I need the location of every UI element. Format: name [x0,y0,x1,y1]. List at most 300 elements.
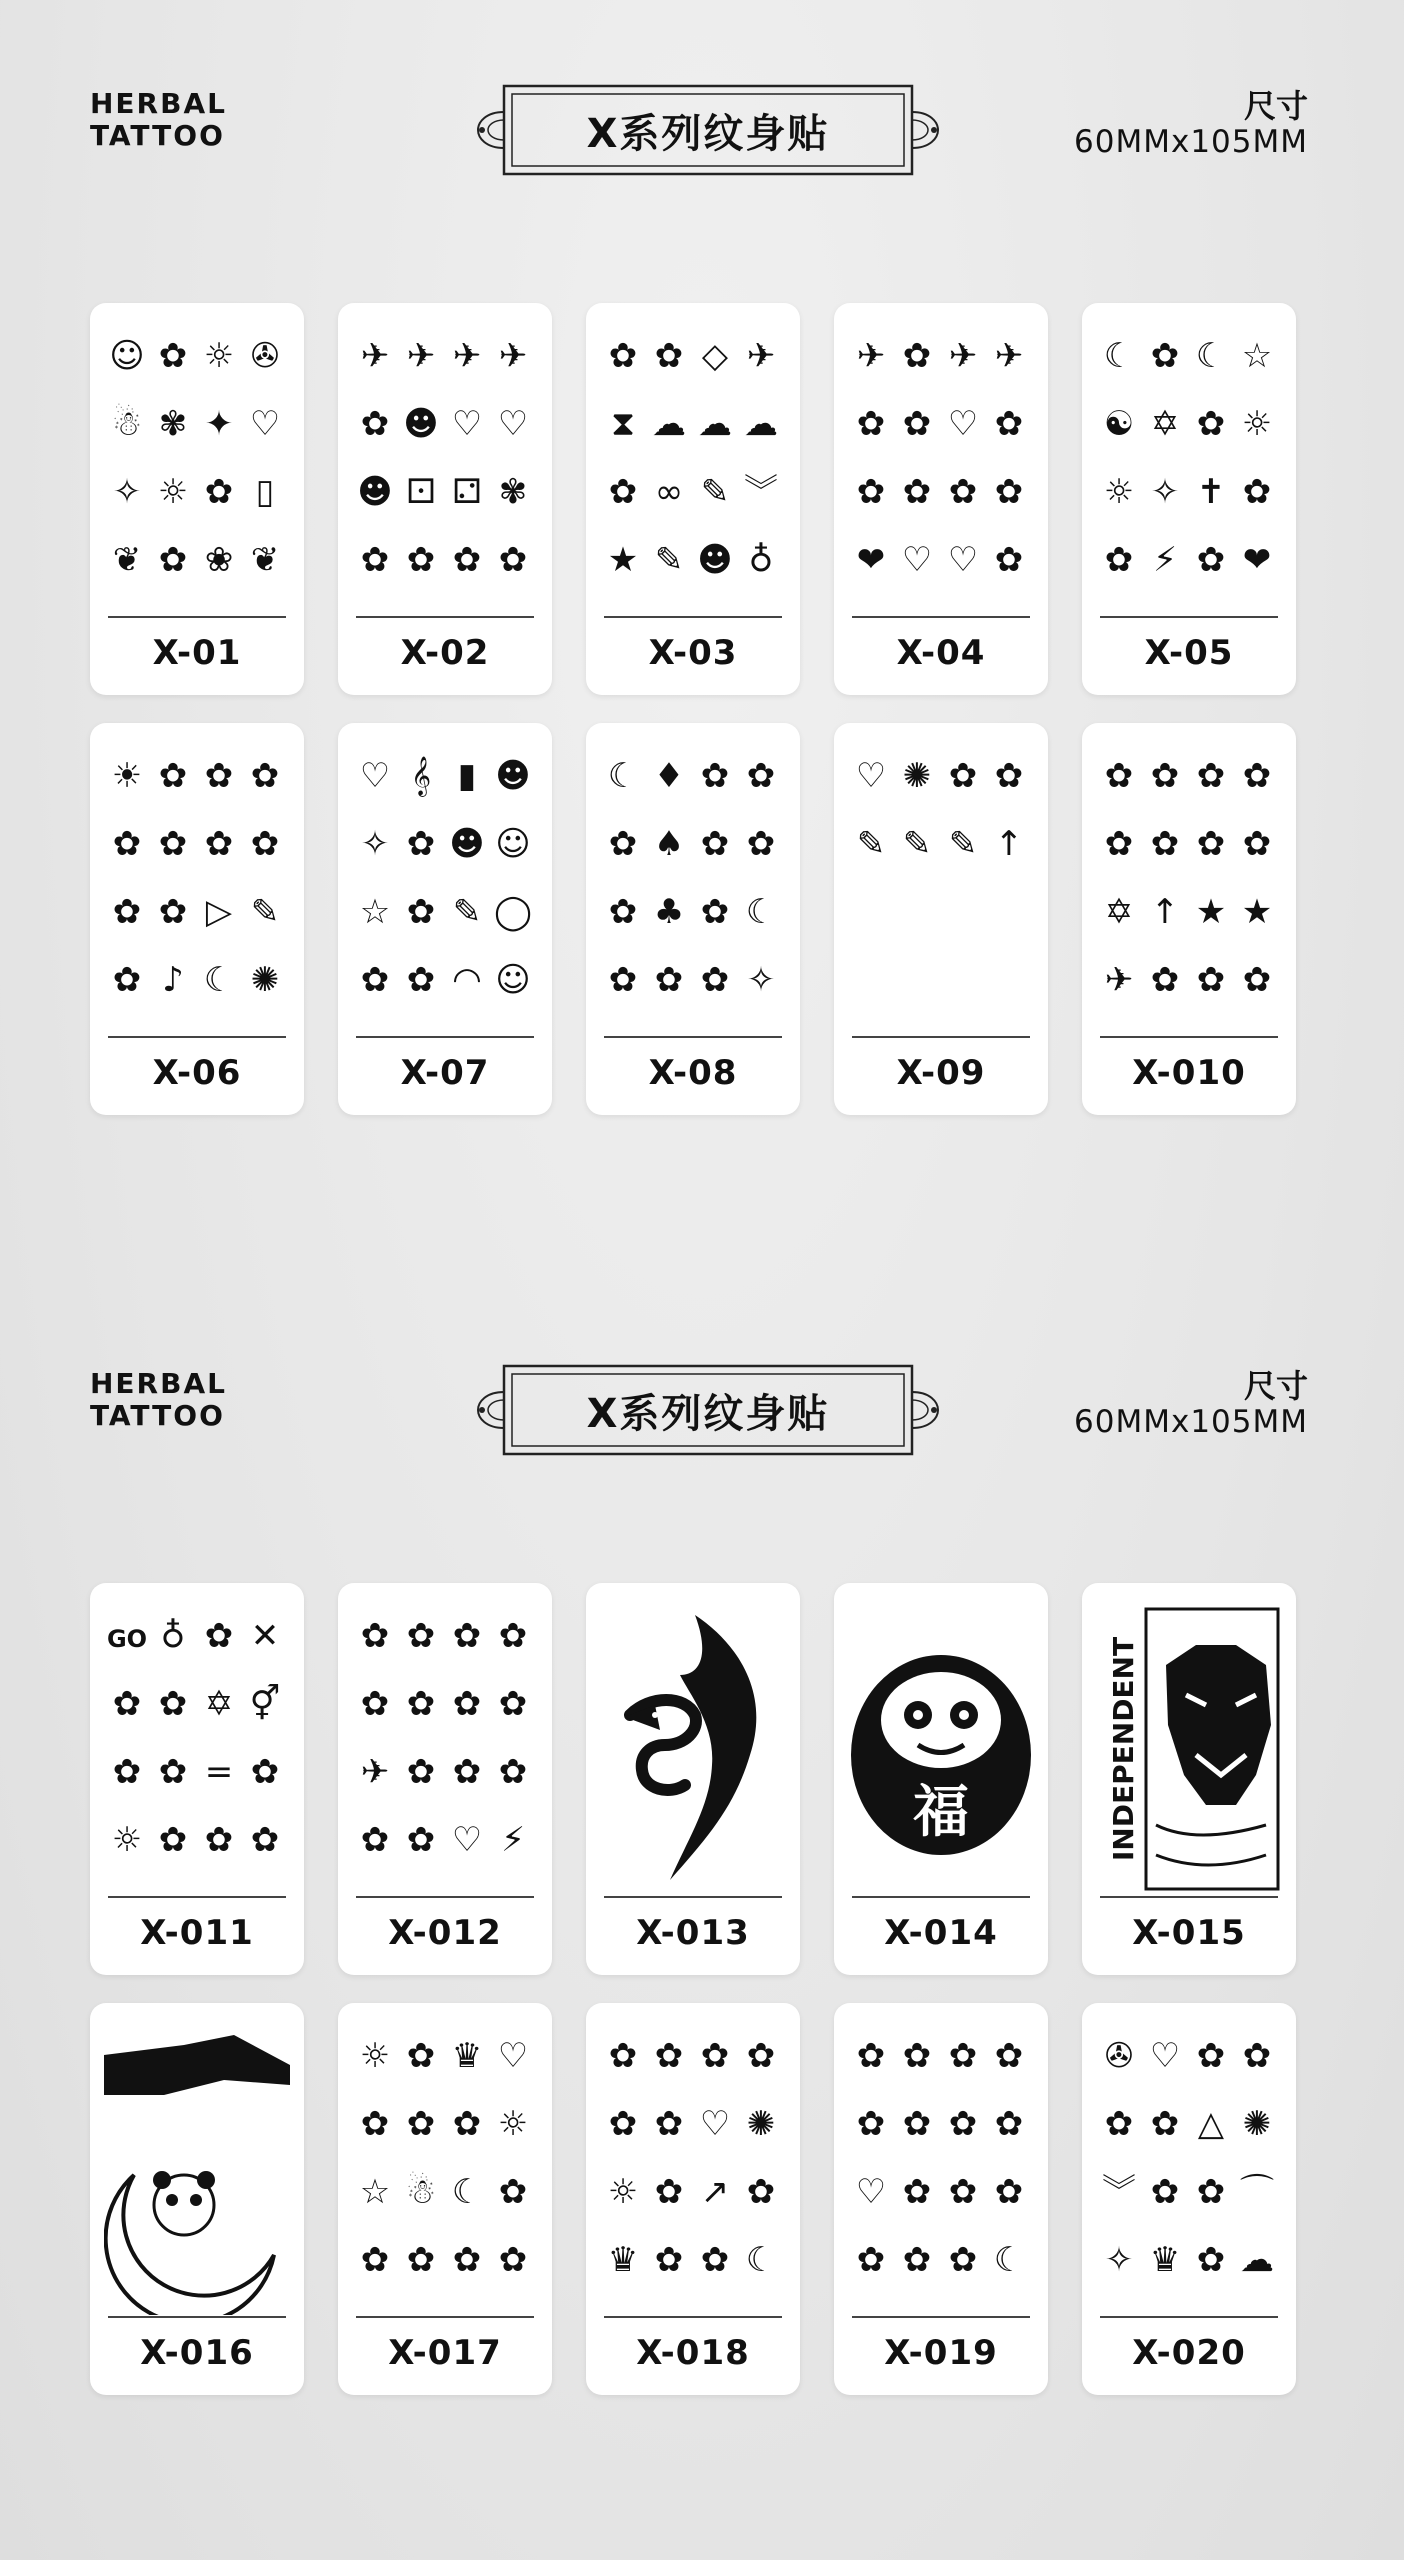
tattoo-motif-icon: ✿ [406,2036,436,2076]
title-banner [468,80,948,180]
tattoo-art [848,325,1034,615]
tattoo-motif-icon: ✿ [700,2240,730,2280]
tattoo-motif-icon: ✿ [654,336,684,376]
card-divider [108,2316,286,2318]
tattoo-motif-icon: ✿ [856,2240,886,2280]
tattoo-motif-icon: ✿ [360,540,390,580]
tattoo-card-x-03[interactable] [586,303,800,695]
tattoo-motif-icon: ✈ [948,336,978,376]
tattoo-motif-icon: ✈ [360,336,390,376]
tattoo-motif-icon: ✿ [452,1616,482,1656]
tattoo-motif-icon: ✧ [1104,2240,1134,2280]
tattoo-motif-icon: ❤ [856,540,886,580]
tattoo-motif-icon: ✿ [994,2172,1024,2212]
tattoo-motif-icon: ♁ [748,540,774,580]
card-divider [108,1896,286,1898]
tattoo-motif-icon: ♡ [947,404,979,444]
tattoo-motif-icon: ✎ [700,472,730,512]
tattoo-motif-icon: ❦ [112,540,142,580]
card-code: X-06 [152,1053,242,1093]
tattoo-motif-icon: ✿ [654,2104,684,2144]
tattoo-motif-icon: ♛ [1149,2240,1181,2280]
tattoo-motif-icon: ☼ [111,1820,143,1860]
tattoo-card-x-019[interactable] [834,2003,1048,2395]
card-code: X-013 [636,1913,750,1953]
tattoo-art [1096,1605,1282,1895]
card-divider [1100,1896,1278,1898]
tattoo-motif-icon: ✿ [250,1820,280,1860]
tattoo-motif-icon: ✿ [406,1752,436,1792]
tattoo-motif-icon: ✿ [654,2172,684,2212]
card-code: X-01 [152,633,242,673]
tattoo-motif-icon: ✈ [856,336,886,376]
tattoo-art [600,325,786,615]
tattoo-motif-icon: ☾ [745,892,777,932]
tattoo-motif-icon: ✿ [158,1820,188,1860]
tattoo-motif-icon: ☾ [203,960,235,1000]
tattoo-motif-icon: ✿ [250,824,280,864]
tattoo-motif-icon: ✿ [746,2172,776,2212]
tattoo-motif-icon: ✿ [608,2104,638,2144]
tattoo-motif-icon: ☁ [744,404,778,444]
tattoo-motif-icon: ✎ [902,824,932,864]
tattoo-motif-icon: ☻ [357,472,393,512]
snake-flame-icon [600,1605,786,1895]
tattoo-motif-icon: ✿ [1196,756,1226,796]
card-code: X-02 [400,633,490,673]
tattoo-card-x-011[interactable] [90,1583,304,1975]
card-divider [1100,1036,1278,1038]
card-divider [852,2316,1030,2318]
tattoo-motif-icon: ♡ [359,756,391,796]
tattoo-motif-icon: ✕ [250,1616,280,1656]
tattoo-art [352,2025,538,2315]
tattoo-motif-icon: ✿ [204,1616,234,1656]
tattoo-motif-icon: ✿ [902,472,932,512]
tattoo-motif-icon: ✿ [158,336,188,376]
tattoo-art [848,2025,1034,2315]
tattoo-motif-icon: ✿ [1150,960,1180,1000]
go-text: GO [106,1625,148,1653]
tattoo-card-x-06[interactable] [90,723,304,1115]
tattoo-motif-icon: ✿ [700,892,730,932]
tattoo-motif-icon: ↗ [700,2172,730,2212]
tattoo-motif-icon: ✿ [1242,756,1272,796]
tattoo-motif-icon: ✈ [360,1752,390,1792]
tattoo-motif-icon: ✿ [902,2036,932,2076]
card-divider [108,1036,286,1038]
tattoo-motif-icon: ✇ [250,336,280,376]
tattoo-motif-icon: ✈ [406,336,436,376]
tattoo-motif-icon: ☻ [495,756,531,796]
tattoo-motif-icon: ✿ [746,756,776,796]
tattoo-motif-icon: ☾ [451,2172,483,2212]
tattoo-motif-icon: ✿ [1196,2036,1226,2076]
tattoo-motif-icon: ▷ [205,892,233,932]
tattoo-motif-icon: ✿ [608,2036,638,2076]
tattoo-motif-icon: ✿ [994,404,1024,444]
tattoo-motif-icon: ▯ [255,472,275,512]
tattoo-motif-icon: ✿ [994,540,1024,580]
tattoo-motif-icon: ♦ [653,756,685,796]
daruma-icon [848,1605,1034,1895]
tattoo-motif-icon: ✿ [112,824,142,864]
independent-text: INDEPENDENT [1107,1636,1140,1862]
tattoo-art [1096,2025,1282,2315]
size-info [1074,88,1308,160]
tattoo-motif-icon: ✿ [452,2240,482,2280]
size-label: 尺寸 [1243,87,1308,125]
tattoo-motif-icon: ⚥ [249,1684,281,1724]
card-code: X-03 [648,633,738,673]
tattoo-motif-icon: ✿ [1242,472,1272,512]
tattoo-motif-icon: ☼ [607,2172,639,2212]
tattoo-card-x-012[interactable] [338,1583,552,1975]
tattoo-motif-icon: ✿ [608,336,638,376]
tattoo-motif-icon: ♛ [607,2240,639,2280]
tattoo-motif-icon: ✿ [902,404,932,444]
tattoo-motif-icon: ✿ [360,2104,390,2144]
tattoo-motif-icon: ✿ [158,892,188,932]
tattoo-art [104,745,290,1035]
tattoo-motif-icon: ✿ [902,2104,932,2144]
tattoo-motif-icon: ▮ [457,756,477,796]
tattoo-card-x-04[interactable] [834,303,1048,695]
card-code: X-016 [140,2333,254,2373]
tattoo-motif-icon: ✿ [948,2036,978,2076]
tattoo-motif-icon: ✿ [452,1752,482,1792]
tattoo-motif-icon: ✺ [250,960,280,1000]
tattoo-motif-icon: ☾ [745,2240,777,2280]
brand-logo [90,88,227,152]
tattoo-motif-icon: ☾ [993,2240,1025,2280]
card-code: X-015 [1132,1913,1246,1953]
page-title: X系列纹身贴 [586,110,830,157]
tattoo-motif-icon: ♡ [451,1820,483,1860]
tattoo-motif-icon: ✿ [902,336,932,376]
tattoo-motif-icon: ✎ [948,824,978,864]
tattoo-motif-icon: ✧ [112,472,142,512]
tattoo-card-x-08[interactable] [586,723,800,1115]
tattoo-motif-icon: ✿ [406,892,436,932]
tattoo-motif-icon: ✿ [360,1820,390,1860]
tattoo-motif-icon: ☺ [495,960,531,1000]
tattoo-motif-icon: ♡ [855,2172,887,2212]
tattoo-motif-icon: ✈ [994,336,1024,376]
tattoo-motif-icon: ✿ [1150,2104,1180,2144]
tattoo-motif-icon: ✿ [1242,960,1272,1000]
tattoo-motif-icon: ✿ [1104,2104,1134,2144]
tattoo-motif-icon: ✿ [406,1820,436,1860]
card-code: X-011 [140,1913,254,1953]
tattoo-motif-icon: ✺ [1242,2104,1272,2144]
tattoo-motif-icon: ★ [607,540,639,580]
tattoo-motif-icon: ◯ [493,892,533,932]
tattoo-motif-icon: ✿ [948,2240,978,2280]
tattoo-motif-icon: ☻ [449,824,485,864]
tattoo-motif-icon: ✿ [498,1616,528,1656]
tattoo-motif-icon: ✿ [1196,2172,1226,2212]
tattoo-motif-icon: ♡ [699,2104,731,2144]
tattoo-motif-icon: ✿ [360,1684,390,1724]
tattoo-motif-icon: ✿ [112,1684,142,1724]
tattoo-card-x-09[interactable] [834,723,1048,1115]
card-code: X-017 [388,2333,502,2373]
tattoo-motif-icon: ✿ [158,824,188,864]
card-divider [356,1036,534,1038]
tattoo-art [600,2025,786,2315]
tattoo-motif-icon: ✿ [746,824,776,864]
card-code: X-09 [896,1053,986,1093]
tattoo-motif-icon: ✿ [948,472,978,512]
tattoo-motif-icon: ☃ [111,404,143,444]
tattoo-motif-icon: ✿ [112,892,142,932]
tattoo-motif-icon: ✿ [204,472,234,512]
tattoo-motif-icon: ✝ [1196,472,1226,512]
size-label: 尺寸 [1243,1367,1308,1405]
tattoo-motif-icon: ✿ [250,1752,280,1792]
tattoo-motif-icon: ☼ [359,2036,391,2076]
tattoo-motif-icon: ✿ [1196,404,1226,444]
tattoo-motif-icon: ☾ [1103,336,1135,376]
tattoo-motif-icon: ✿ [360,960,390,1000]
card-code: X-08 [648,1053,738,1093]
tattoo-motif-icon: ✧ [746,960,776,1000]
tattoo-motif-icon: ︾ [744,472,778,512]
tattoo-motif-icon: ✿ [1150,824,1180,864]
tattoo-motif-icon: ✿ [406,1684,436,1724]
tattoo-motif-icon: ☼ [1103,472,1135,512]
tattoo-motif-icon: ✿ [902,2240,932,2280]
tattoo-motif-icon: 𝄞 [410,756,432,796]
tattoo-motif-icon: ☯ [1103,404,1135,444]
tattoo-motif-icon: ♡ [855,756,887,796]
card-code: X-020 [1132,2333,1246,2373]
tattoo-motif-icon: ✿ [1196,824,1226,864]
tattoo-art [352,745,538,1035]
tattoo-motif-icon: ︾ [1102,2172,1136,2212]
tattoo-motif-icon: ❤ [1242,540,1272,580]
tattoo-motif-icon: ☺ [109,336,145,376]
tattoo-card-x-020[interactable] [1082,2003,1296,2395]
tattoo-motif-icon: ✿ [948,2172,978,2212]
tattoo-card-x-02[interactable] [338,303,552,695]
card-divider [604,1036,782,1038]
tattoo-motif-icon: ✿ [112,960,142,1000]
tattoo-motif-icon: ◇ [701,336,729,376]
tattoo-motif-icon: ✿ [1104,824,1134,864]
tattoo-motif-icon: ♡ [947,540,979,580]
brand-line-1: HERBAL [90,87,227,120]
card-divider [356,616,534,618]
tattoo-motif-icon: ✈ [452,336,482,376]
tattoo-art [600,745,786,1035]
tattoo-motif-icon: ✿ [1196,540,1226,580]
tattoo-motif-icon: ✡ [1104,892,1134,932]
brand-line-2: TATTOO [90,1399,225,1432]
tattoo-motif-icon: ★ [1241,892,1273,932]
tattoo-motif-icon: ♡ [451,404,483,444]
tattoo-motif-icon: ✿ [1150,756,1180,796]
size-value: 60MMx105MM [1074,1404,1308,1440]
tattoo-art [104,325,290,615]
tattoo-motif-icon: ✎ [250,892,280,932]
tattoo-motif-icon: ✧ [360,824,390,864]
tattoo-motif-icon: ✿ [1242,824,1272,864]
tattoo-motif-icon: ✿ [700,756,730,796]
tattoo-motif-icon: ☁ [698,404,732,444]
tattoo-motif-icon: ✿ [1242,2036,1272,2076]
tattoo-motif-icon: ✿ [700,2036,730,2076]
fortune-character: 福 [913,1780,969,1845]
tattoo-motif-icon: ♛ [451,2036,483,2076]
tattoo-motif-icon: ✿ [654,2240,684,2280]
brand-line-2: TATTOO [90,119,225,152]
tattoo-card-x-013[interactable] [586,1583,800,1975]
tattoo-motif-icon: ✎ [452,892,482,932]
tattoo-motif-icon: ⚀ [406,472,436,512]
tattoo-motif-icon: ↑ [1150,892,1180,932]
tattoo-motif-icon: ❦ [250,540,280,580]
card-code: X-07 [400,1053,490,1093]
tattoo-motif-icon: ✿ [112,1752,142,1792]
tattoo-motif-icon: ✿ [498,1684,528,1724]
tattoo-motif-icon: ✿ [158,540,188,580]
tattoo-motif-icon: ✿ [746,2036,776,2076]
tattoo-motif-icon: ⧗ [611,404,635,444]
tattoo-motif-icon: ✿ [608,960,638,1000]
tattoo-motif-icon: = [204,1752,234,1792]
tattoo-motif-icon: ☆ [359,892,391,932]
tattoo-motif-icon: ✿ [654,960,684,1000]
tattoo-motif-icon: ✿ [204,824,234,864]
tattoo-art [352,325,538,615]
tattoo-motif-icon: ♡ [1149,2036,1181,2076]
tattoo-motif-icon: ✿ [498,2240,528,2280]
card-code: X-012 [388,1913,502,1953]
tattoo-motif-icon: ✿ [700,960,730,1000]
card-divider [852,1896,1030,1898]
tattoo-motif-icon: ✈ [746,336,776,376]
tattoo-motif-icon: ✿ [452,1684,482,1724]
size-value: 60MMx105MM [1074,124,1308,160]
tattoo-motif-icon: ✿ [856,2104,886,2144]
tattoo-motif-icon: ☁ [652,404,686,444]
tattoo-motif-icon: ♡ [497,2036,529,2076]
tattoo-motif-icon: ✿ [856,404,886,444]
tattoo-art [104,2025,290,2315]
tattoo-motif-icon: ✎ [654,540,684,580]
tattoo-motif-icon: ✿ [158,1752,188,1792]
tattoo-art [104,1605,290,1895]
tattoo-motif-icon: ✿ [856,472,886,512]
tattoo-motif-icon: ⚁ [452,472,482,512]
tattoo-motif-icon: ☼ [1241,404,1273,444]
tattoo-card-x-017[interactable] [338,2003,552,2395]
tattoo-motif-icon: ✿ [452,2104,482,2144]
tattoo-motif-icon: ✿ [700,824,730,864]
card-divider [108,616,286,618]
tattoo-motif-icon: ✿ [360,1616,390,1656]
tattoo-card-x-01[interactable] [90,303,304,695]
tattoo-motif-icon: ☻ [697,540,733,580]
tattoo-motif-icon: ✺ [902,756,932,796]
tattoo-motif-icon: ✿ [994,2036,1024,2076]
tattoo-motif-icon: ✿ [360,404,390,444]
tattoo-motif-icon: ✿ [608,892,638,932]
tattoo-motif-icon: ⚡ [501,1820,525,1860]
tattoo-motif-icon: ⌒ [1240,2172,1274,2212]
tattoo-motif-icon: ✿ [994,2104,1024,2144]
tattoo-motif-icon: ✿ [994,756,1024,796]
tattoo-motif-icon: ✿ [360,2240,390,2280]
tattoo-motif-icon: ✿ [948,2104,978,2144]
tattoo-card-x-014[interactable] [834,1583,1048,1975]
brand-line-1: HERBAL [90,1367,227,1400]
tattoo-motif-icon: ✿ [452,540,482,580]
tattoo-motif-icon: ☻ [403,404,439,444]
card-code: X-014 [884,1913,998,1953]
tattoo-card-x-016[interactable] [90,2003,304,2395]
tattoo-motif-icon: ✡ [204,1684,234,1724]
tattoo-motif-icon: ∞ [654,472,684,512]
card-divider [356,1896,534,1898]
tattoo-motif-icon: ✿ [250,756,280,796]
card-divider [1100,2316,1278,2318]
brand-logo [90,1368,227,1432]
tattoo-motif-icon: ✿ [1104,756,1134,796]
card-code: X-018 [636,2333,750,2373]
tattoo-motif-icon: ♠ [653,824,685,864]
tattoo-motif-icon: ✿ [948,756,978,796]
tattoo-card-x-018[interactable] [586,2003,800,2395]
tattoo-motif-icon: ↑ [994,824,1024,864]
tattoo-motif-icon: ✿ [406,540,436,580]
tattoo-art [848,1605,1034,1895]
tattoo-motif-icon: ✿ [498,540,528,580]
tattoo-motif-icon: ☁ [1240,2240,1274,2280]
tattoo-card-x-010[interactable] [1082,723,1296,1115]
tattoo-motif-icon: ✿ [1196,2240,1226,2280]
tattoo-card-x-05[interactable] [1082,303,1296,695]
tattoo-motif-icon: ✈ [1104,960,1134,1000]
tattoo-motif-icon: ✇ [1104,2036,1134,2076]
tattoo-motif-icon: ☾ [607,756,639,796]
tattoo-motif-icon: ♣ [653,892,685,932]
card-divider [604,2316,782,2318]
panda-moon-icon [104,2025,290,2315]
tattoo-motif-icon: ✿ [1104,540,1134,580]
tattoo-art [1096,745,1282,1035]
tattoo-art [600,1605,786,1895]
card-code: X-019 [884,2333,998,2373]
card-divider [604,616,782,618]
tattoo-motif-icon: ✿ [204,1820,234,1860]
tattoo-motif-icon: ✺ [746,2104,776,2144]
card-divider [356,2316,534,2318]
tattoo-card-x-015[interactable] [1082,1583,1296,1975]
size-info [1074,1368,1308,1440]
tattoo-card-x-07[interactable] [338,723,552,1115]
tattoo-motif-icon: ☼ [157,472,189,512]
tattoo-motif-icon: ☆ [1241,336,1273,376]
tattoo-motif-icon: ✿ [608,472,638,512]
tattoo-motif-icon: ✿ [994,472,1024,512]
title-banner [468,1360,948,1460]
tattoo-motif-icon: ✿ [204,756,234,796]
card-code: X-04 [896,633,986,673]
tattoo-motif-icon: ✿ [498,2172,528,2212]
